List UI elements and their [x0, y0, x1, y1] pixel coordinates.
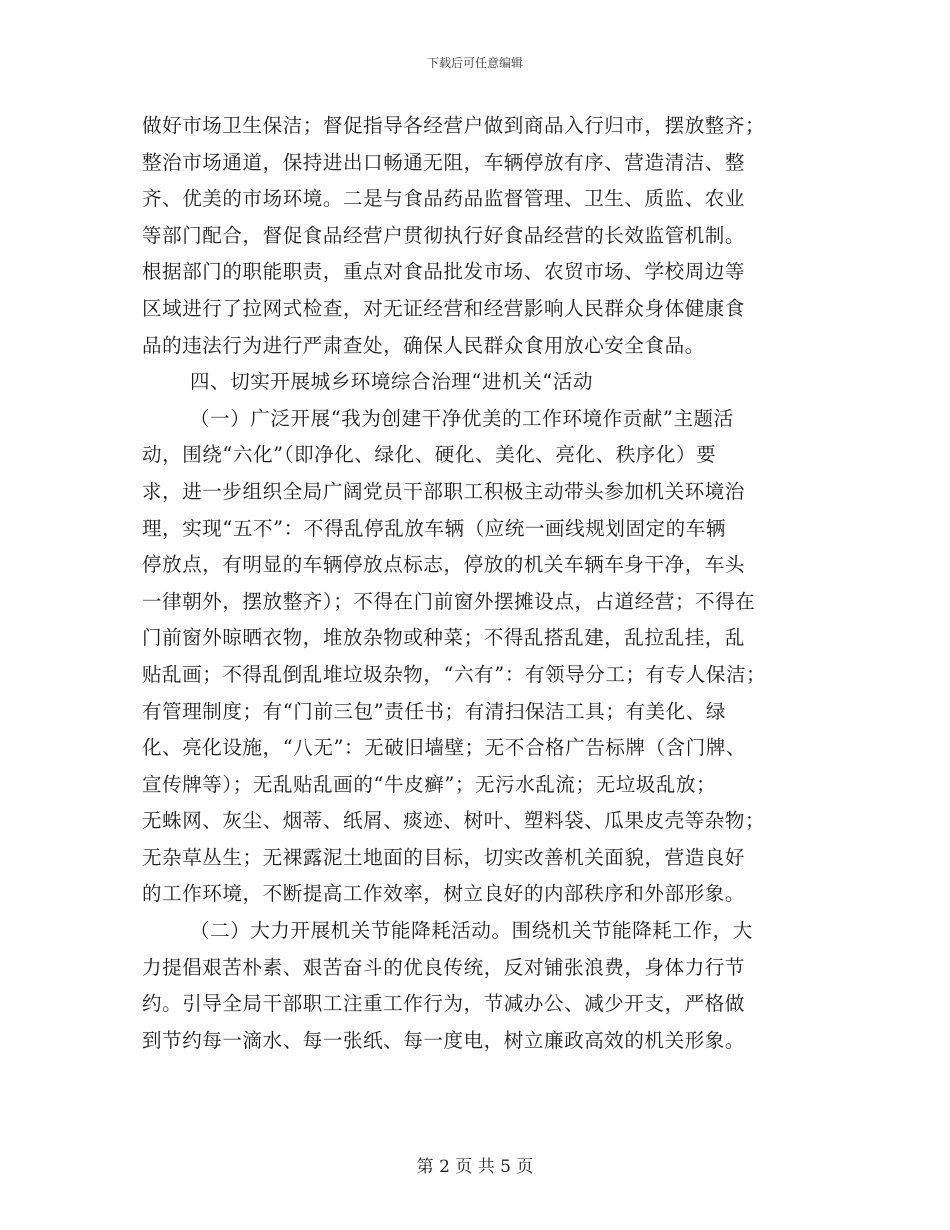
paragraph-line: 化、亮化设施，“八无”：无破旧墙壁；无不合格广告标牌（含门牌、: [142, 736, 747, 760]
paragraph-line: 动，围绕“六化”（即净化、绿化、硬化、美化、亮化、秩序化）要: [142, 443, 717, 467]
paragraph-line: 的工作环境，不断提高工作效率，树立良好的内部秩序和外部形象。: [142, 882, 746, 906]
paragraph-line: 无杂草丛生；无裸露泥土地面的目标，切实改善机关面貌，营造良好: [142, 845, 746, 869]
paragraph-line: 求，进一步组织全局广阔党员干部职工积极主动带头参加机关环境治: [142, 479, 746, 503]
paragraph-line: 区域进行了拉网式检查，对无证经营和经营影响人民群众身体健康食: [142, 296, 746, 320]
paragraph-line: 停放点，有明显的车辆停放点标志，停放的机关车辆车身干净，车头: [142, 553, 746, 577]
paragraph-line: 齐、优美的市场环境。二是与食品药品监督管理、卫生、质监、农业: [142, 187, 746, 211]
section-heading: 四、切实开展城乡环境综合治理“进机关“活动: [190, 370, 594, 394]
paragraph-line: 约。引导全局干部职工注重工作行为，节减办公、减少开支，严格做: [142, 992, 746, 1016]
paragraph-line: 到节约每一滴水、每一张纸、每一度电，树立廉政高效的机关形象。: [142, 1028, 746, 1052]
paragraph-line: 门前窗外晾晒衣物，堆放杂物或种菜；不得乱搭乱建，乱拉乱挂，乱: [142, 626, 746, 650]
paragraph-line: 理，实现“五不”：不得乱停乱放车辆（应统一画线规划固定的车辆: [142, 516, 726, 540]
paragraph-line: 有管理制度；有“门前三包”责任书；有清扫保洁工具；有美化、绿: [142, 699, 726, 723]
page-header-note: 下载后可任意编辑: [426, 56, 523, 70]
page-number-footer: 第 2 页 共 5 页: [416, 1157, 534, 1177]
paragraph-line: 整治市场通道，保持进出口畅通无阻，车辆停放有序、营造清洁、整: [142, 150, 746, 174]
paragraph-line: （一）广泛开展“我为创建干净优美的工作环境作贡献”主题活: [190, 406, 734, 430]
paragraph-line: 力提倡艰苦朴素、艰苦奋斗的优良传统，反对铺张浪费，身体力行节: [142, 955, 746, 979]
paragraph-line: 做好市场卫生保洁；督促指导各经营户做到商品入行归市，摆放整齐；: [142, 114, 766, 137]
paragraph-line: （二）大力开展机关节能降耗活动。围绕机关节能降耗工作，大: [190, 919, 753, 943]
paragraph-line: 一律朝外，摆放整齐）；不得在门前窗外摆摊设点，占道经营；不得在: [142, 589, 756, 613]
paragraph-line: 品的违法行为进行严肃查处，确保人民群众食用放心安全食品。: [142, 333, 705, 357]
paragraph-line: 宣传牌等）；无乱贴乱画的“牛皮癣”；无污水乱流；无垃圾乱放；: [142, 772, 717, 796]
paragraph-line: 等部门配合，督促食品经营户贯彻执行好食品经营的长效监管机制。: [142, 223, 746, 247]
paragraph-line: 贴乱画；不得乱倒乱堆垃圾杂物，“六有”：有领导分工；有专人保洁；: [142, 662, 767, 686]
document-body: [142, 108, 822, 1059]
paragraph-line: 根据部门的职能职责，重点对食品批发市场、农贸市场、学校周边等: [142, 260, 746, 284]
paragraph-line: 无蛛网、灰尘、烟蒂、纸屑、痰迹、树叶、塑料袋、瓜果皮壳等杂物；: [142, 809, 766, 833]
